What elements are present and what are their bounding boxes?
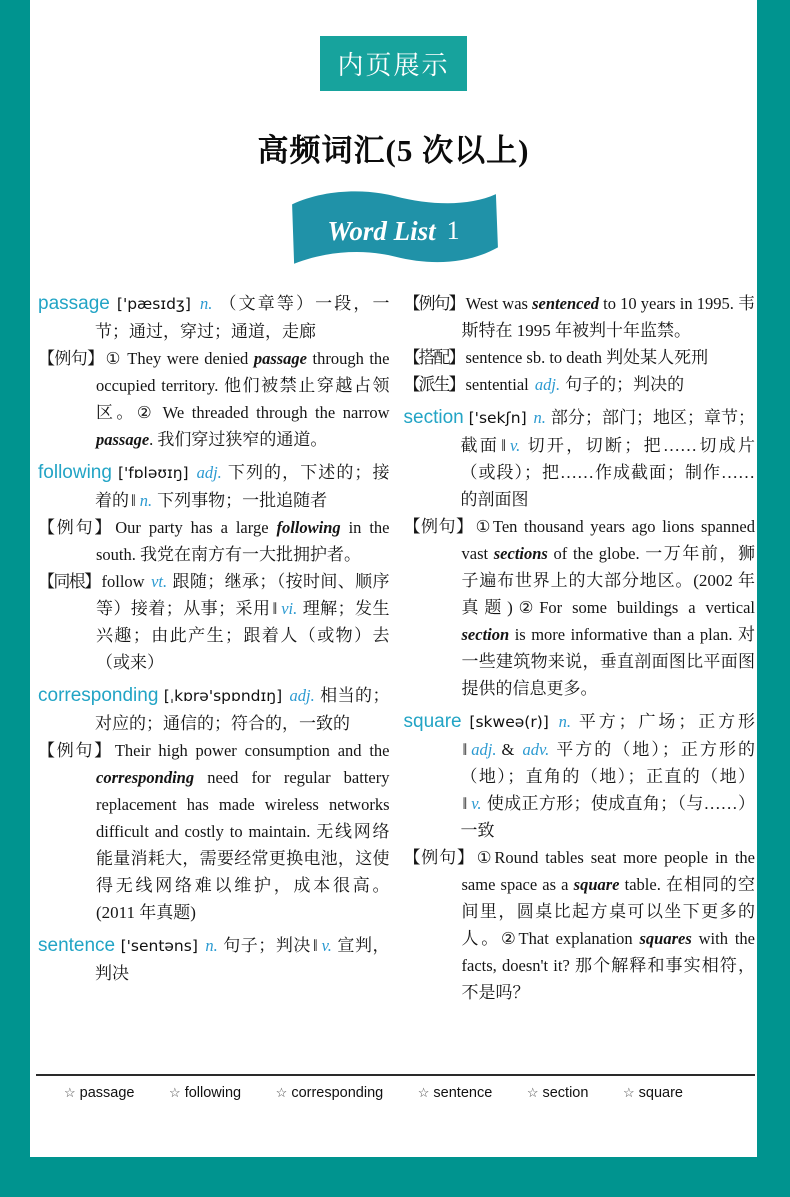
definition-line bbox=[404, 708, 756, 844]
run-pos: n. bbox=[558, 712, 571, 731]
run-pos: adj. bbox=[534, 375, 561, 394]
run-cn: 切开，切断；把……切成片（或段）；把……作成截面；制作……的剖面图 bbox=[460, 436, 756, 509]
phonetic: ['pæsɪdʒ] bbox=[109, 295, 198, 313]
run-cn: 那个解释和事实相符，不是吗？ bbox=[461, 956, 755, 1002]
labeled-block bbox=[38, 514, 390, 568]
footer-word-passage bbox=[64, 1085, 134, 1101]
run-en: Their high power consumption and the bbox=[114, 741, 390, 760]
run-en: & bbox=[501, 740, 521, 759]
run-cn: 下列事物；一批追随者 bbox=[157, 491, 328, 510]
entry-continuation bbox=[404, 290, 756, 398]
star-icon: ☆ bbox=[622, 1085, 635, 1100]
headword: following bbox=[38, 462, 112, 483]
run-en: ①Round tables seat more people in the same space as a bbox=[461, 848, 755, 894]
block-label: 【搭配】 bbox=[403, 348, 464, 367]
run-cn: 句子；判决 bbox=[222, 936, 311, 955]
run-en: need for regular battery replacement has made wireless networks difficult and costly to maintain. bbox=[96, 768, 390, 841]
run-pos: adv. bbox=[522, 740, 550, 759]
run-en: . bbox=[149, 430, 158, 449]
run-en: table. bbox=[619, 875, 666, 894]
run-en: is more informative than a plan. bbox=[509, 625, 738, 644]
phonetic: ['fɒləʊɪŋ] bbox=[111, 464, 195, 482]
run-cn: 下列的，下述的；接着的 bbox=[95, 463, 390, 510]
run-en: of the globe. bbox=[547, 544, 646, 563]
phonetic: ['sekʃn] bbox=[463, 409, 532, 427]
column-left bbox=[38, 290, 390, 1006]
headword: section bbox=[403, 407, 464, 428]
run-cn: 一万年前，狮子遍布世界上的大部分地区。(2002 年真题) bbox=[461, 544, 755, 617]
run-en: sentence sb. to death bbox=[465, 348, 607, 367]
run-cn: 句子的；判决的 bbox=[565, 375, 685, 394]
block-label: 【派生】 bbox=[403, 375, 464, 394]
run-pos: vt. bbox=[151, 572, 168, 591]
run-cn: 相当的；对应的；通信的；符合的，一致的 bbox=[95, 686, 390, 733]
run-en: through the occupied territory. bbox=[96, 349, 390, 395]
star-icon: ☆ bbox=[169, 1085, 181, 1100]
footer-word-section bbox=[527, 1085, 589, 1101]
run-pos: n. bbox=[200, 294, 213, 313]
block-label: 【例句】 bbox=[38, 741, 113, 760]
run-cn: 理解；发生兴趣；由此产生；跟着人（或物）去（或来） bbox=[96, 599, 390, 672]
footer-word-label: square bbox=[638, 1085, 683, 1101]
run-kw: section bbox=[461, 625, 510, 644]
definition-line bbox=[38, 459, 390, 514]
block-label: 【例句】 bbox=[403, 517, 474, 536]
entry-section bbox=[404, 404, 756, 702]
dictionary-columns bbox=[30, 282, 757, 1006]
run-en: ②For some buildings a vertical bbox=[512, 598, 755, 617]
entry-passage bbox=[38, 290, 390, 453]
headword: corresponding bbox=[38, 685, 159, 706]
run-sep: ‖ bbox=[501, 436, 506, 455]
run-kw: passage bbox=[96, 430, 150, 449]
word-list-label: Word List bbox=[327, 215, 436, 246]
run-en: ① They were denied bbox=[105, 349, 254, 368]
column-right bbox=[404, 290, 756, 1006]
run-sep: ‖ bbox=[462, 794, 468, 813]
run-en: with the facts, doesn't it? bbox=[461, 929, 755, 975]
phonetic: [skweə(r)] bbox=[461, 713, 557, 731]
phonetic: ['sentəns] bbox=[115, 937, 204, 955]
labeled-block bbox=[38, 737, 390, 926]
footer-word-label: passage bbox=[79, 1085, 135, 1101]
run-en: Our party has a large bbox=[115, 518, 277, 537]
run-cn: 他们被禁止穿越占领区。 bbox=[96, 376, 390, 422]
run-cn: （文章等）一段，一节；通过，穿过；通道，走廊 bbox=[95, 294, 390, 341]
footer-word-square bbox=[623, 1085, 683, 1101]
headword: sentence bbox=[38, 935, 116, 956]
run-cn: 我党在南方有一大批拥护者。 bbox=[140, 545, 362, 564]
block-label: 【例句】 bbox=[403, 848, 475, 867]
headword: passage bbox=[38, 293, 110, 314]
entry-corresponding bbox=[38, 682, 390, 926]
run-pos: adj. bbox=[289, 686, 315, 705]
headword: square bbox=[403, 711, 462, 732]
run-en: ② We threaded through the narrow bbox=[136, 403, 390, 422]
definition-line bbox=[38, 682, 390, 737]
run-cn: 跟随；继承；（按时间、顺序等）接着；从事；采用 bbox=[96, 572, 390, 618]
block-label: 【同根】 bbox=[38, 572, 100, 591]
page-badge: 内页展示 bbox=[320, 36, 466, 91]
run-pos: adj. bbox=[471, 740, 497, 759]
run-cn: 平方的（地）；正方形的（地）；直角的（地）；正直的（地） bbox=[460, 740, 755, 786]
run-cn: 韦斯特在 1995 年被判十年监禁。 bbox=[461, 294, 755, 340]
block-label: 【例句】 bbox=[38, 349, 104, 368]
run-pos: n. bbox=[139, 491, 153, 510]
star-icon: ☆ bbox=[64, 1085, 76, 1100]
inner-page bbox=[30, 0, 757, 1157]
block-label: 【例句】 bbox=[403, 294, 464, 313]
run-en: ②That explanation bbox=[501, 929, 640, 948]
labeled-block bbox=[404, 344, 756, 371]
footer-word-label: section bbox=[542, 1085, 589, 1101]
run-pos: adj. bbox=[196, 463, 222, 482]
labeled-block bbox=[404, 290, 756, 344]
word-list-banner bbox=[282, 188, 506, 272]
run-kw: sentenced bbox=[532, 294, 600, 313]
run-cn: 平方；广场；正方形 bbox=[575, 712, 755, 731]
footer-word-label: corresponding bbox=[291, 1085, 384, 1101]
run-sep: ‖ bbox=[272, 599, 278, 618]
footer-word-following bbox=[169, 1085, 241, 1101]
run-kw: square bbox=[573, 875, 620, 894]
run-cn: 我们穿过狭窄的通道。 bbox=[157, 430, 328, 449]
entry-square bbox=[404, 708, 756, 1006]
run-sep: ‖ bbox=[312, 936, 318, 955]
run-kw: sections bbox=[493, 544, 548, 563]
star-icon: ☆ bbox=[275, 1085, 288, 1100]
run-sep: ‖ bbox=[131, 491, 136, 510]
star-icon: ☆ bbox=[526, 1085, 539, 1100]
run-pos: v. bbox=[509, 436, 521, 455]
run-en: to 10 years in 1995. bbox=[599, 294, 738, 313]
footer-word-sentence bbox=[418, 1085, 493, 1101]
run-cn: 判处某人死刑 bbox=[606, 348, 709, 367]
run-pos: vi. bbox=[281, 599, 298, 618]
run-en: ①Ten thousand years ago lions spanned vast bbox=[461, 517, 756, 563]
run-kw: following bbox=[276, 518, 341, 537]
page-title: 高频词汇(5 次以上) bbox=[257, 133, 530, 168]
labeled-block bbox=[404, 513, 756, 702]
footer-word-corresponding bbox=[276, 1085, 384, 1101]
run-cn: 无线网络能量消耗大，需要经常更换电池，这使得无线网络难以维护，成本很高。(2011 年真题) bbox=[96, 822, 390, 922]
entry-following bbox=[38, 459, 390, 676]
run-cn: 部分；部门；地区；章节；截面 bbox=[460, 408, 756, 455]
labeled-block bbox=[38, 345, 390, 453]
run-pos: v. bbox=[471, 794, 482, 813]
labeled-block bbox=[404, 844, 756, 1006]
footer-words bbox=[36, 1074, 755, 1101]
run-pos: n. bbox=[205, 936, 218, 955]
run-en: follow bbox=[101, 572, 150, 591]
word-list-number: 1 bbox=[446, 216, 460, 245]
definition-line bbox=[404, 404, 756, 513]
labeled-block bbox=[404, 371, 756, 398]
run-en: West was bbox=[465, 294, 533, 313]
run-en: in the south. bbox=[96, 518, 390, 564]
run-cn: 在相同的空间里，圆桌比起方桌可以坐下更多的人。 bbox=[461, 875, 755, 948]
run-kw: corresponding bbox=[96, 768, 195, 787]
run-cn: 使成正方形；使成直角；（与……）一致 bbox=[460, 794, 755, 840]
footer-word-label: sentence bbox=[433, 1085, 493, 1101]
definition-line bbox=[38, 932, 390, 987]
footer-word-label: following bbox=[184, 1085, 242, 1101]
phonetic: [ˌkɒrə'spɒndɪŋ] bbox=[158, 687, 288, 705]
star-icon: ☆ bbox=[417, 1085, 430, 1100]
run-pos: v. bbox=[321, 936, 332, 955]
run-pos: n. bbox=[533, 408, 546, 427]
entry-sentence bbox=[38, 932, 390, 987]
run-kw: passage bbox=[253, 349, 307, 368]
run-sep: ‖ bbox=[462, 740, 468, 759]
word-list-title bbox=[282, 188, 506, 272]
labeled-block bbox=[38, 568, 390, 676]
run-en: sentential bbox=[465, 375, 533, 394]
definition-line bbox=[38, 290, 390, 345]
block-label: 【例句】 bbox=[38, 518, 114, 537]
run-cn: 对一些建筑物来说，垂直剖面图比平面图提供的信息更多。 bbox=[461, 625, 755, 698]
run-cn: 宣判，判决 bbox=[95, 936, 390, 983]
run-kw: squares bbox=[639, 929, 692, 948]
